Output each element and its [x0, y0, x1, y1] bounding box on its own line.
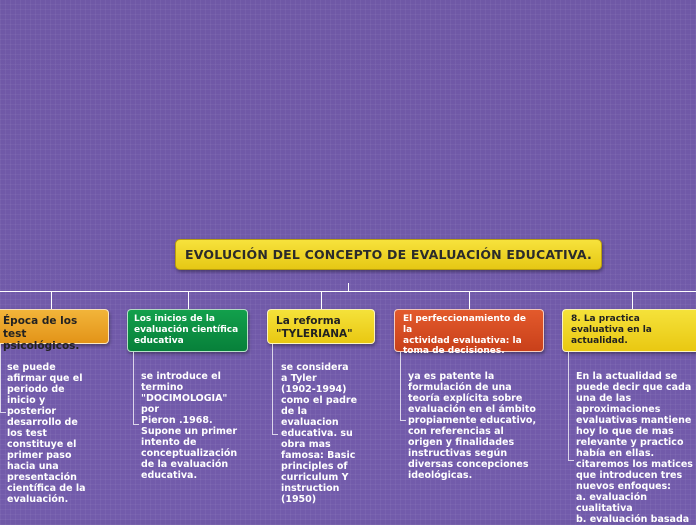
description-connector-1 — [0, 344, 6, 413]
branch-description-3: se considera a Tyler (1902-1994) como el padre de la evaluacion educativa. su obra mas famosa: Basic principles of curriculum Y instruction (1950) — [281, 362, 358, 505]
description-connector-5 — [568, 352, 574, 461]
connector-horizontal — [0, 291, 696, 292]
connector-branch-1 — [51, 291, 52, 309]
description-connector-2 — [133, 352, 139, 425]
connector-branch-3 — [321, 291, 322, 309]
branch-node-reforma-tyleriana[interactable]: La reforma "TYLERIANA" — [267, 309, 375, 344]
branch-node-perfeccionamiento[interactable]: El perfeccionamiento de la actividad evaluativa: la toma de decisiones. — [394, 309, 544, 352]
connector-branch-4 — [469, 291, 470, 309]
connector-trunk — [348, 283, 349, 291]
branch-description-5: En la actualidad se puede decir que cada una de las aproximaciones evaluativas mantiene hoy lo que de mas relevante y practico había en ellas. citaremos los matices que introducen tres nuevos enfoques: a. evaluación cualitativa b. evaluación basada — [576, 371, 693, 525]
branch-description-2: se introduce el termino "DOCIMOLOGIA" por Pieron .1968. Supone un primer intento de conceptualización de la evaluación educativa. — [141, 371, 238, 481]
branch-node-test-psicologicos[interactable]: Época de los test psicológicos. — [0, 309, 109, 344]
connector-branch-2 — [188, 291, 189, 309]
description-connector-3 — [272, 344, 278, 435]
branch-description-1: se puede afirmar que el periodo de inicio y posterior desarrollo de los test constituye el primer paso hacia una presentación científica de la evaluación. — [7, 362, 86, 505]
branch-node-practica-actual[interactable]: 8. La practica evaluativa en la actualidad. — [562, 309, 696, 352]
branch-node-inicios-evaluacion[interactable]: Los inicios de la evaluación científica educativa — [127, 309, 248, 352]
connector-branch-5 — [632, 291, 633, 309]
description-connector-4 — [400, 352, 406, 421]
central-topic-label: EVOLUCIÓN DEL CONCEPTO DE EVALUACIÓN EDUCATIVA. — [185, 247, 592, 262]
branch-description-4: ya es patente la formulación de una teoría explícita sobre evaluación en el ámbito propiamente educativo, con referencias al origen y finalidades instructivas según diversas concepciones ideológicas. — [408, 371, 537, 481]
central-topic[interactable] — [175, 239, 602, 270]
